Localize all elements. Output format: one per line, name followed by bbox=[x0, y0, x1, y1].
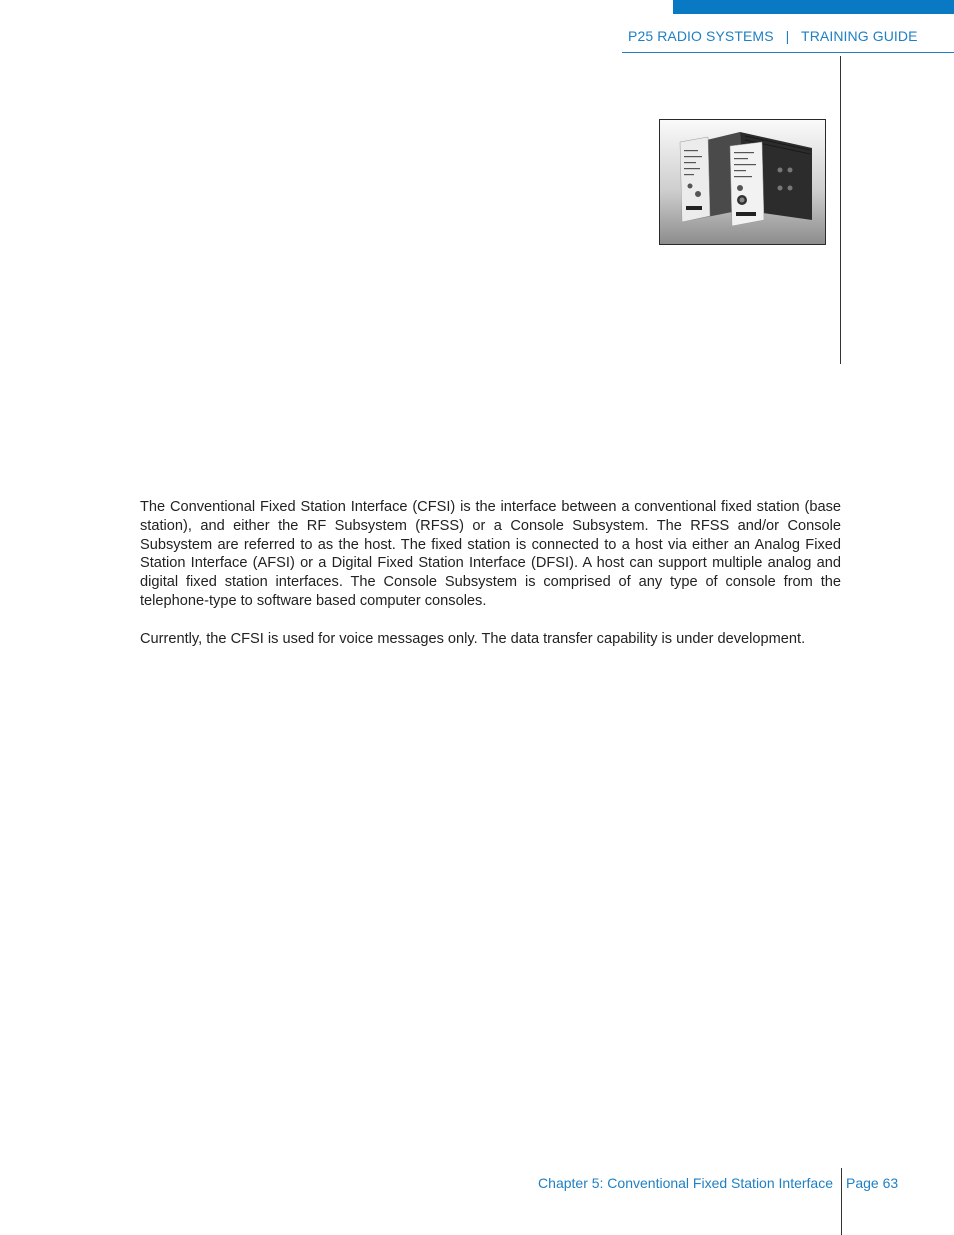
footer-divider bbox=[841, 1168, 842, 1235]
body-paragraph: The Conventional Fixed Station Interface (CFSI) is the interface between a conventional fixed station (base station), and either the RF Subsystem (RFSS) or a Console Subsystem. The RFSS and/or Console Subsystem are referred to as the host. The fixed station is connected to a host via either an Analog Fixed Station Interface (AFSI) or a Digital Fixed Station Interface (DFSI). A host can support multiple analog and digital fixed station interfaces. The Console Subsystem is comprised of any type of console from the telephone-type to software based computer consoles. bbox=[140, 499, 841, 609]
footer-chapter-title: Chapter 5: Conventional Fixed Station Interface bbox=[538, 1175, 833, 1191]
page-number: Page 63 bbox=[846, 1175, 899, 1191]
body-text bbox=[140, 498, 841, 667]
header-accent-bar bbox=[673, 0, 954, 14]
header-divider bbox=[622, 52, 954, 53]
body-paragraph: Currently, the CFSI is used for voice messages only. The data transfer capability is under development. bbox=[140, 630, 806, 647]
sidebar-divider bbox=[840, 56, 841, 364]
equipment-photo bbox=[659, 119, 826, 245]
running-header: P25 RADIO SYSTEMS | TRAINING GUIDE bbox=[628, 28, 918, 44]
